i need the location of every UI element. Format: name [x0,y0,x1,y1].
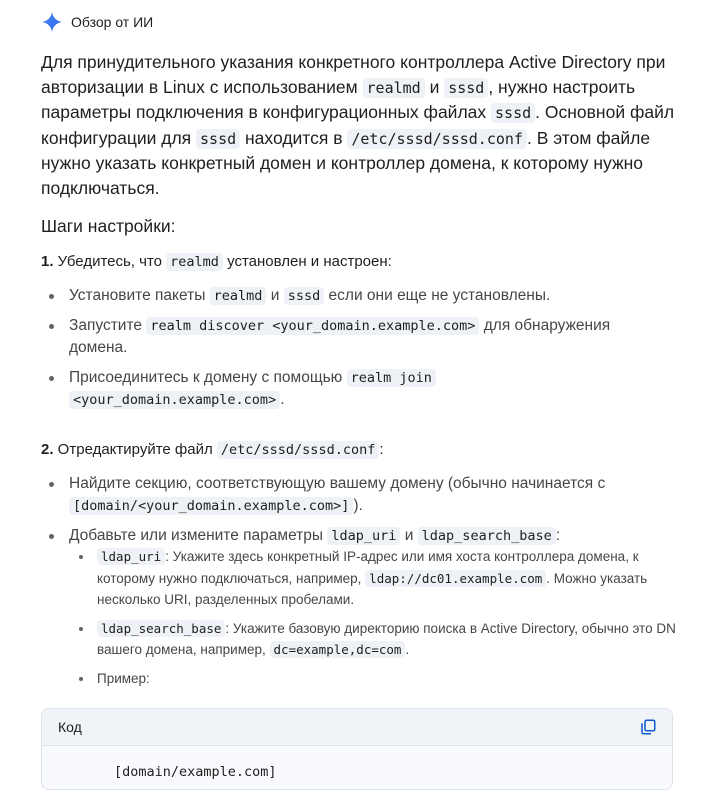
step-2-list [41,473,671,555]
copy-code-button[interactable] [638,717,658,737]
sparkle-icon [41,11,63,33]
code-block [41,708,673,790]
list-item: Запустите realm discover <your_domain.example.com> для обнаружения домена. [41,315,671,359]
code-block-content: [domain/example.com] [42,745,672,789]
list-item: ldap_search_base : Укажите базовую директорию поиска в Active Directory, обычно это DN вашего домена, например, dc=example,dc=com . [69,618,679,661]
header-title: Обзор от ИИ [71,14,154,30]
ai-overview-header [41,11,153,33]
code-block-label: Код [58,719,82,735]
step-2-sublist [69,546,679,696]
intro-paragraph: Для принудительного указания конкретного контроллера Active Directory при авторизации в Linux с использованием realmd и sssd , нужно настроить параметры подключения в конфигурационных файлах sssd . Основной файл конфигурации для sssd находится в /etc/sssd/sssd.conf . В этом файле нужно указать конкретный домен и контроллер домена, к которому нужно подключаться. [41,52,675,198]
step-1-heading: 1. Убедитесь, что realmd установлен и настроен: [41,253,392,270]
code-sssd: sssd [491,103,535,123]
code-sssd: sssd [444,78,488,98]
list-item: Пример: [69,668,679,690]
list-item: Добавьте или измените параметры ldap_uri и ldap_search_base : [41,525,671,547]
step-1-list [41,285,671,419]
copy-icon [639,718,657,736]
step-2-heading: 2. Отредактируйте файл /etc/sssd/sssd.conf : [41,441,384,458]
code-block-header [42,709,672,745]
list-item: ldap_uri : Укажите здесь конкретный IP-адрес или имя хоста контроллера домена, к которому нужно подключаться, например, ldap://dc01.example.com . Можно указать несколько URI, разделенных пробелами. [69,546,679,611]
list-item: Найдите секцию, соответствующую вашему домену (обычно начинается с [domain/<your_domain.example.com>] ). [41,473,671,517]
list-item: Присоединитесь к домену с помощью realm join <your_domain.example.com> . [41,367,671,411]
steps-title: Шаги настройки: [41,216,176,236]
list-item: Установите пакеты realmd и sssd если они еще не установлены. [41,285,671,307]
code-realmd: realmd [363,78,425,98]
code-sssd-conf-path: /etc/sssd/sssd.conf [347,129,527,149]
code-sssd: sssd [196,129,240,149]
